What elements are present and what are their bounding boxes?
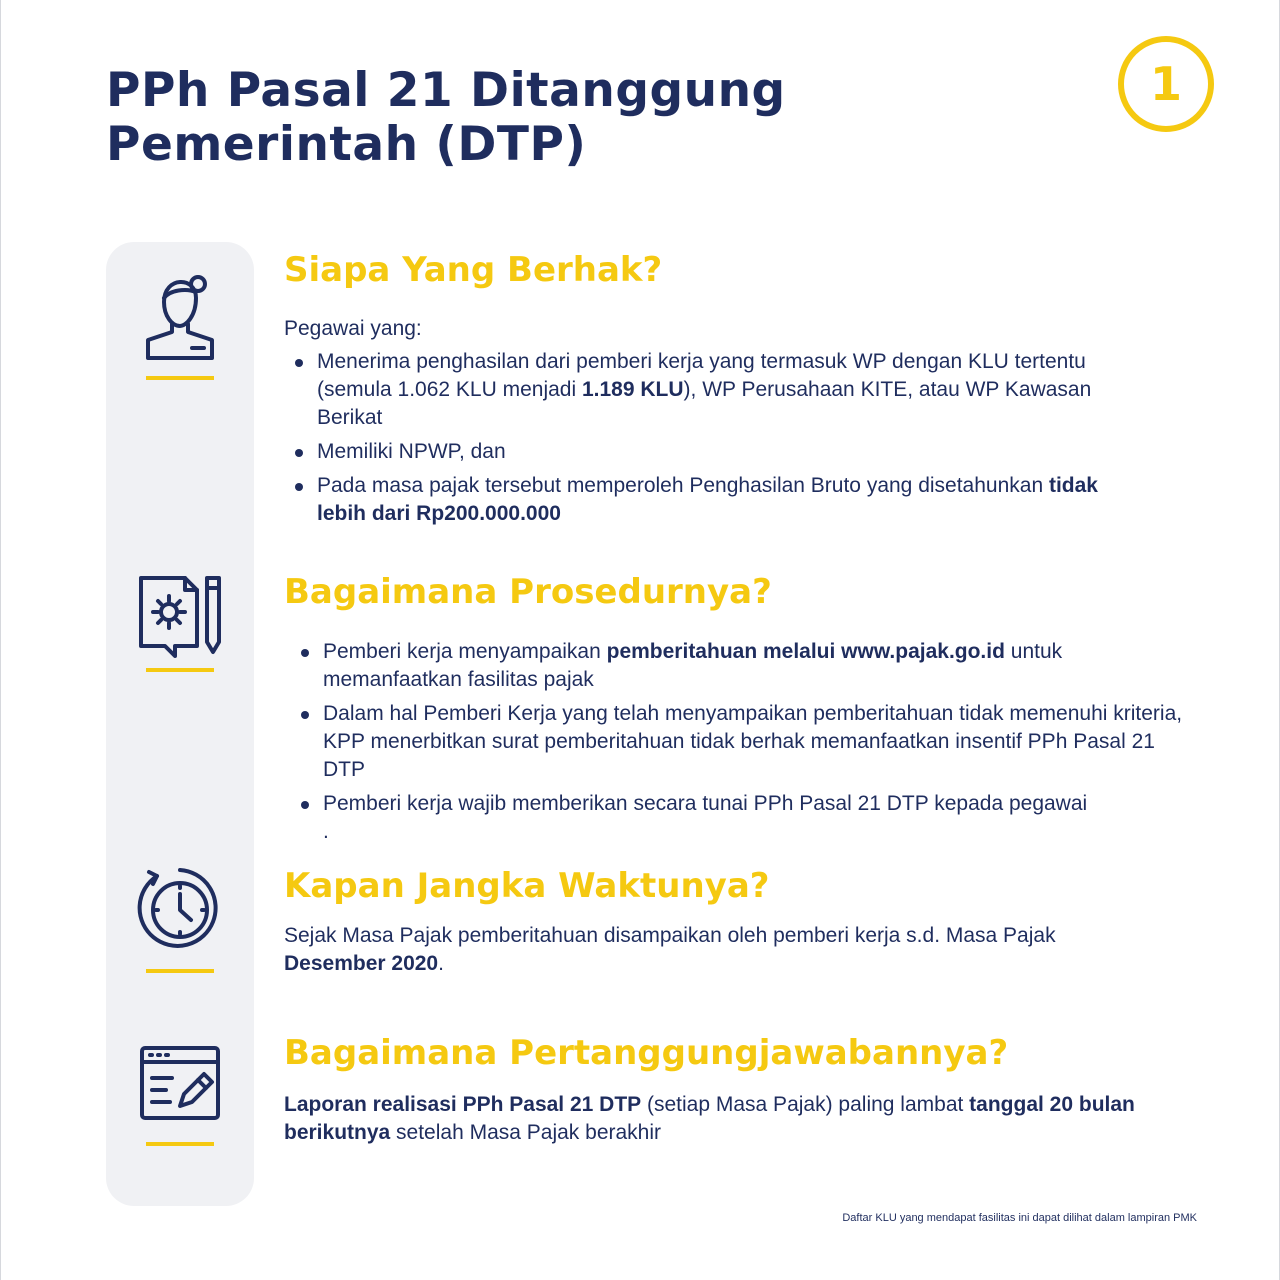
- icon-panel: [106, 242, 254, 1206]
- accountability-text: Laporan realisasi PPh Pasal 21 DTP (setiap Masa Pajak) paling lambat tanggal 20 bulan berikutnya setelah Masa Pajak berakhir: [284, 1093, 1135, 1144]
- list-item: Pada masa pajak tersebut memperoleh Penghasilan Bruto yang disetahunkan tidak lebih dari Rp200.000.000: [317, 472, 1147, 528]
- clock-refresh-icon: [106, 864, 254, 954]
- footnote: Daftar KLU yang mendapat fasilitas ini dapat dilihat dalam lampiran PMK: [842, 1212, 1197, 1224]
- who-list: [317, 348, 1147, 534]
- procedure-list: [323, 638, 1193, 852]
- period-text: Sejak Masa Pajak pemberitahuan disampaikan oleh pemberi kerja s.d. Masa Pajak Desember 2020.: [284, 924, 1056, 975]
- heading-period: Kapan Jangka Waktunya?: [284, 866, 770, 906]
- list-item: Pemberi kerja menyampaikan pemberitahuan melalui www.pajak.go.id untuk memanfaatkan fasilitas pajak: [323, 638, 1193, 694]
- icon-divider: [146, 376, 214, 380]
- list-item: Memiliki NPWP, dan: [317, 438, 1147, 466]
- report-edit-icon: [106, 1042, 254, 1126]
- list-item: Dalam hal Pemberi Kerja yang telah menyampaikan pemberitahuan tidak memenuhi kriteria, KPP menerbitkan surat pemberitahuan tidak berhak memanfaatkan insentif PPh Pasal 21 DTP: [323, 700, 1193, 784]
- icon-divider: [146, 969, 214, 973]
- title-line-2: Pemerintah (DTP): [106, 117, 587, 172]
- heading-who: Siapa Yang Berhak?: [284, 250, 663, 290]
- page-number-badge: 1: [1118, 36, 1214, 132]
- heading-accountability: Bagaimana Pertanggungjawabannya?: [284, 1033, 1009, 1073]
- heading-procedure: Bagaimana Prosedurnya?: [284, 572, 772, 612]
- title-line-1: PPh Pasal 21 Ditanggung: [106, 63, 786, 118]
- list-item: Pemberi kerja wajib memberikan secara tunai PPh Pasal 21 DTP kepada pegawai .: [323, 790, 1193, 846]
- icon-divider: [146, 1142, 214, 1146]
- person-icon: [106, 262, 254, 362]
- list-item: Menerima penghasilan dari pemberi kerja yang termasuk WP dengan KLU tertentu (semula 1.062 KLU menjadi 1.189 KLU), WP Perusahaan KITE, atau WP Kawasan Berikat: [317, 348, 1147, 432]
- document-gear-pen-icon: [106, 572, 254, 662]
- icon-divider: [146, 668, 214, 672]
- who-intro: Pegawai yang:: [284, 317, 422, 340]
- frame-border-left: [0, 0, 1, 1280]
- page-title: [106, 64, 786, 172]
